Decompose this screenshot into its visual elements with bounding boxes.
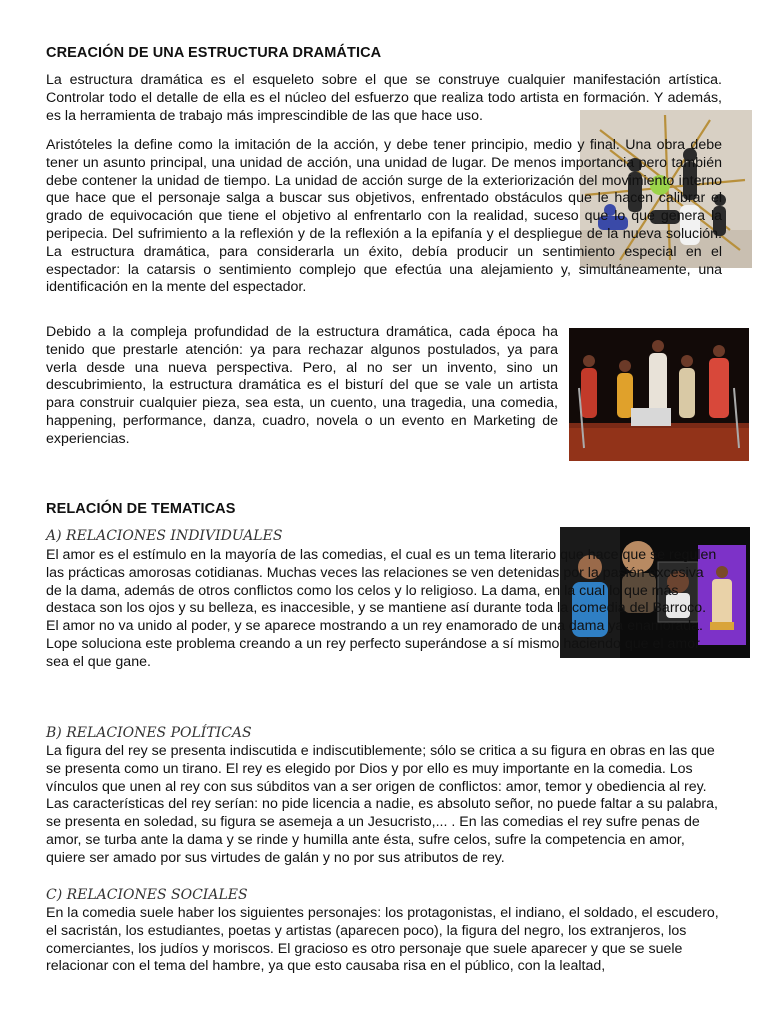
paragraph-compleja: Debido a la compleja profundidad de la estructura dramática, cada época ha tenido que prestarle atención: ya para rechazar algunos postulados, ya para verla desde una nueva perspectiva. Pero, al no ser un invento, sino un descubrimiento, la estructura dramática es el bisturí del que se vale un artista para construir cualquier pieza, sea esta, un cuento, una tragedia, una comedia, happening, performance, danza, cuadro, novela o un evento en Marketing de experiencias. <box>46 324 558 447</box>
paragraph-intro: La estructura dramática es el esqueleto sobre el que se construye cualquier manifestación artística. Controlar todo el detalle de ella es el núcleo del esfuerzo que realiza todo artista en formación. Y además, es la herramienta de trabajo más imprescindible de las que hace uso. <box>46 72 722 124</box>
photo-stage-performers <box>569 328 749 461</box>
paragraph-politicas: La figura del rey se presenta indiscutida e indiscutiblemente; sólo se critica a su figura en obras en las que se presenta como un tirano. El rey es elegido por Dios y por ello es muy importante en la comedia. Los vínculos que unen al rey con sus súbditos van a ser origen de conflictos: amor, temor y obediencia al rey. Las características del rey serían: no pide licencia a nadie, es absoluto señor, no puede faltar a su palabra, se presenta en soledad, su figura se asemeja a un Jesucristo,... . En las comedias el rey sufre penas de amor, se turba ante la dama y se rinde y humilla ante ésta, sufre celos, sufre la competencia en amor, quiere ser amado por sus virtudes de galán y no por sus atributos de rey. <box>46 743 718 866</box>
subtitle-individuales: A) RELACIONES INDIVIDUALES <box>46 528 283 544</box>
section-title-creacion: CREACIÓN DE UNA ESTRUCTURA DRAMÁTICA <box>46 45 382 61</box>
paragraph-aristoteles: Aristóteles la define como la imitación de la acción, y debe tener principio, medio y final. Una obra debe tener un asunto principal, una unidad de acción, una unidad de lugar. De menos importancia pero también debe contener la unidad de tiempo. La unidad de acción surge de la exteriorización del movimiento interno que hace que el personaje salga a buscar sus objetivos, enfrentado obstáculos que le hacen calibrar el grado de equivocación que tiene el objetivo al enfrentarlo con la realidad, suceso que lo que genera la peripecia. Del sufrimiento a la reflexión y de la reflexión a la epifanía y el despliegue de la nueva solución. La estructura dramática, para considerarla un éxito, debía producir un sentimiento especial en el espectador: la catarsis o sentimiento complejo que efectúa una alejamiento y, simultáneamente, una identificación en la mente del espectador. <box>46 137 722 296</box>
subtitle-politicas: B) RELACIONES POLÍTICAS <box>46 725 252 741</box>
subtitle-sociales: C) RELACIONES SOCIALES <box>46 887 248 903</box>
paragraph-sociales: En la comedia suele haber los siguientes personajes: los protagonistas, el indiano, el soldado, el escudero, el sacristán, los estudiantes, poetas y artistas (aparecen poco), la figura del negro, los extranjeros, los comerciantes, los judíos y moriscos. El gracioso es otro personaje que suele aparecer y que se suele relacionar con el tema del hambre, ya que esto causaba risa en el público, con la lealtad, <box>46 905 719 975</box>
section-title-tematicas: RELACIÓN DE TEMATICAS <box>46 501 236 517</box>
paragraph-individuales: El amor es el estímulo en la mayoría de las comedias, el cual es un tema literario que hace que se regulen las prácticas amorosas cotidianas. Muchas veces las relaciones se ven detenidas por la pasión excesiva de la dama, además de otros conflictos como los celos y lo religioso. La dama, en la cual lo que más destaca son los ojos y su belleza, es inaccesible, y se mantiene así durante toda la comedia del Barroco. El amor no va unido al poder, y se aparece mostrando a un rey enamorado de una dama ya enamorada. Lope soluciona este problema creando a un rey perfecto superándose a sí mismo haciendo que el amor sea el que gane. <box>46 547 717 670</box>
